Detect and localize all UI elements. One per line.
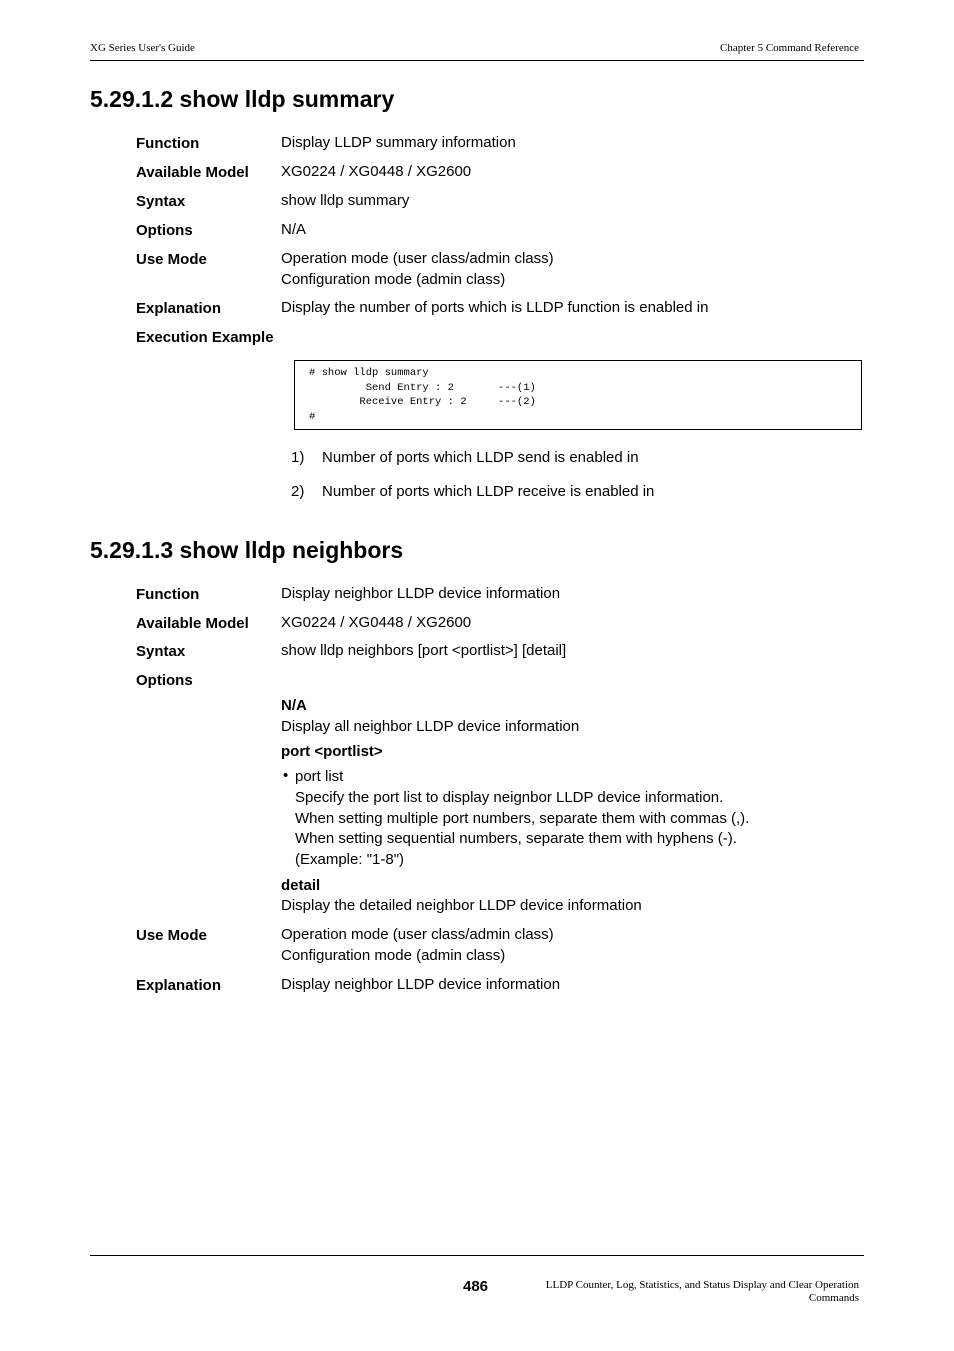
note-text: Number of ports which LLDP receive is enabled in xyxy=(322,483,655,500)
note-number: 1) xyxy=(291,449,305,466)
option-detail-title: detail xyxy=(281,877,321,894)
code-line: Send Entry : 2 ---(1) xyxy=(309,381,536,394)
explanation-value: Display the number of ports which is LLDP function is enabled in xyxy=(281,299,709,316)
function-value: Display LLDP summary information xyxy=(281,134,516,151)
running-header-right: Chapter 5 Command Reference xyxy=(720,42,859,54)
available-model-value: XG0224 / XG0448 / XG2600 xyxy=(281,163,472,180)
option-na-description: Display all neighbor LLDP device information xyxy=(281,718,580,735)
use-mode-value xyxy=(281,249,554,290)
syntax-label: Syntax xyxy=(136,643,186,660)
note-text: Number of ports which LLDP send is enabled in xyxy=(322,449,639,466)
function-label: Function xyxy=(136,586,200,603)
page-number: 486 xyxy=(463,1278,489,1295)
execution-example-label: Execution Example xyxy=(136,329,274,346)
section-heading-show-lldp-neighbors: 5.29.1.3 show lldp neighbors xyxy=(90,537,404,563)
option-port-line: Specify the port list to display neignbor LLDP device information. xyxy=(295,788,724,806)
explanation-label: Explanation xyxy=(136,977,222,994)
options-value: N/A xyxy=(281,221,307,238)
header-divider xyxy=(90,60,864,61)
use-mode-label: Use Mode xyxy=(136,927,207,944)
explanation-label: Explanation xyxy=(136,300,222,317)
footer-divider xyxy=(90,1255,864,1256)
use-mode-line: Operation mode (user class/admin class) xyxy=(281,250,554,267)
options-label: Options xyxy=(136,672,193,689)
code-line: Receive Entry : 2 ---(2) xyxy=(309,396,536,409)
note-number: 2) xyxy=(291,483,305,500)
footer-line: Commands xyxy=(808,1292,859,1304)
code-line: # show lldp summary xyxy=(309,367,429,379)
option-detail-description: Display the detailed neighbor LLDP device information xyxy=(281,897,642,914)
running-header-left: XG Series User's Guide xyxy=(90,42,195,54)
execution-example-code-block xyxy=(294,360,862,430)
syntax-value: show lldp neighbors [port <portlist>] [detail] xyxy=(281,642,567,659)
option-port-title: port <portlist> xyxy=(281,743,383,760)
option-port-line: (Example: "1-8") xyxy=(295,851,405,869)
use-mode-line: Operation mode (user class/admin class) xyxy=(281,926,554,943)
explanation-value: Display neighbor LLDP device information xyxy=(281,976,561,993)
section-heading-show-lldp-summary: 5.29.1.2 show lldp summary xyxy=(90,86,395,112)
option-port-description xyxy=(295,767,749,871)
syntax-label: Syntax xyxy=(136,193,186,210)
options-label: Options xyxy=(136,222,193,239)
use-mode-value xyxy=(281,925,554,966)
available-model-label: Available Model xyxy=(136,615,249,632)
syntax-value: show lldp summary xyxy=(281,192,410,209)
available-model-value: XG0224 / XG0448 / XG2600 xyxy=(281,614,472,631)
footer-line: LLDP Counter, Log, Statistics, and Status Display and Clear Operation xyxy=(545,1279,859,1291)
option-port-line: port list xyxy=(295,768,344,785)
option-port-line: When setting sequential numbers, separate them with hyphens (-). xyxy=(295,830,737,848)
function-label: Function xyxy=(136,135,200,152)
bullet-icon: • xyxy=(283,767,289,784)
code-line: # xyxy=(309,410,316,423)
use-mode-line: Configuration mode (admin class) xyxy=(281,270,506,288)
use-mode-line: Configuration mode (admin class) xyxy=(281,946,506,964)
available-model-label: Available Model xyxy=(136,164,249,181)
function-value: Display neighbor LLDP device information xyxy=(281,585,561,602)
running-footer-right xyxy=(546,1279,859,1305)
use-mode-label: Use Mode xyxy=(136,251,207,268)
option-na-title: N/A xyxy=(281,697,307,714)
option-port-line: When setting multiple port numbers, separate them with commas (,). xyxy=(295,809,750,827)
